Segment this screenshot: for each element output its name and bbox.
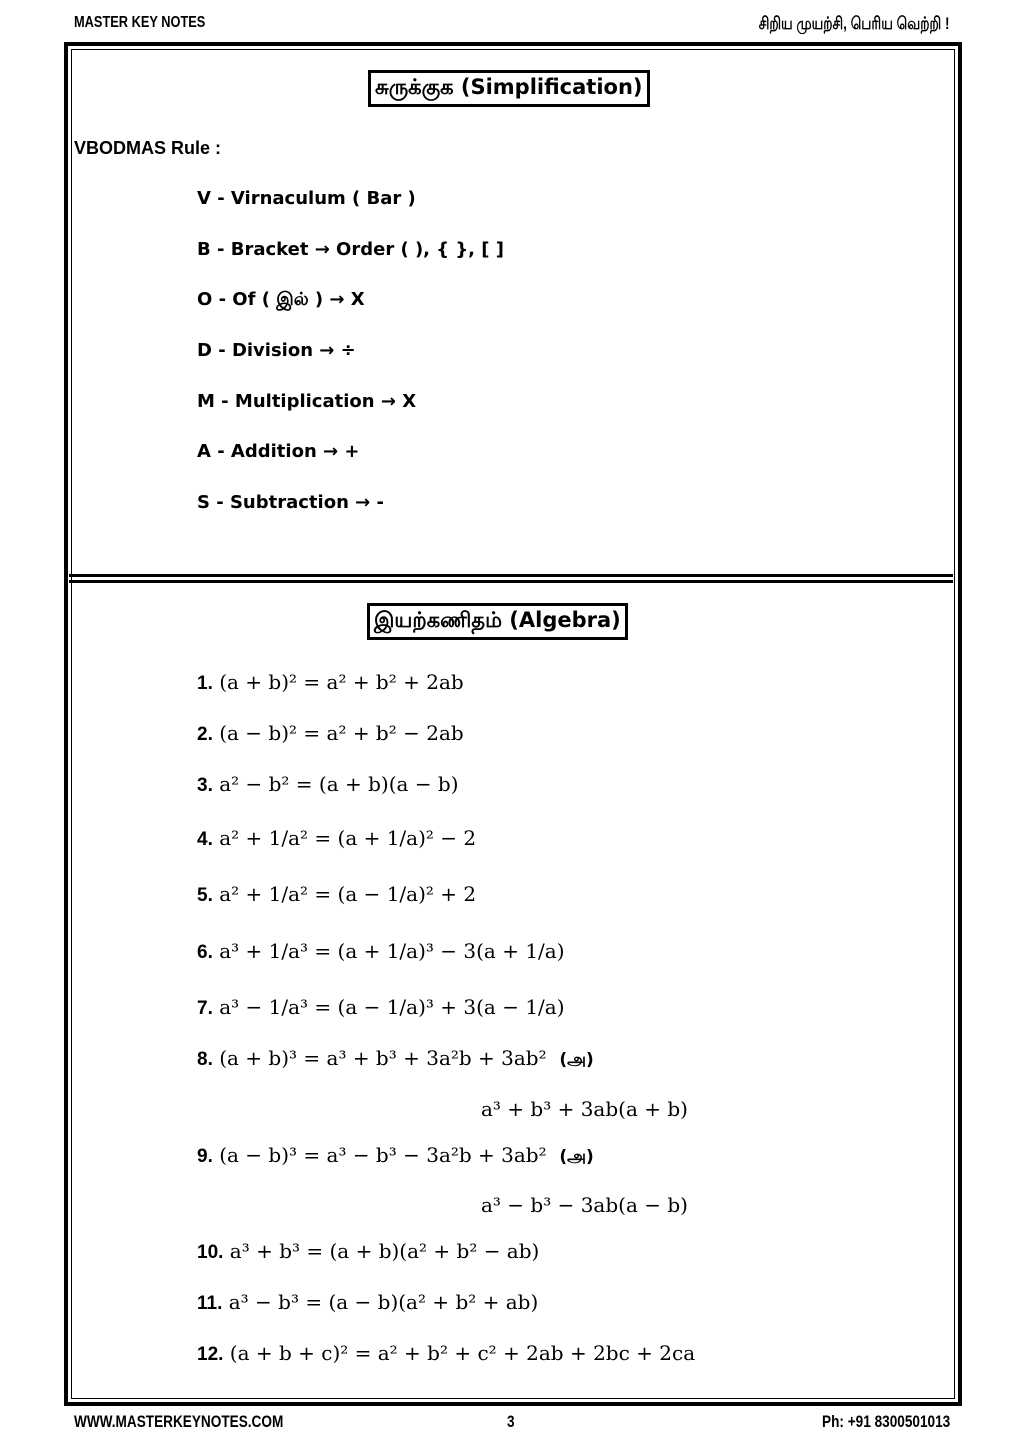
or-marker: (அ) [559,1147,594,1167]
formula-7: 7. a³ − 1/a³ = (a − 1/a)³ + 3(a − 1/a) [197,995,565,1019]
formula-12: 12. (a + b + c)² = a² + b² + c² + 2ab + 2bc + 2ca [197,1341,696,1365]
formula-10: 10. a³ + b³ = (a + b)(a² + b² − ab) [197,1239,540,1263]
header-motto: சிறிய முயற்சி, பெரிய வெற்றி ! [759,14,950,33]
vbodmas-label: VBODMAS Rule : [74,138,222,158]
formula-8: 8. (a + b)³ = a³ + b³ + 3a²b + 3ab² (அ) [197,1046,594,1070]
rule-a: A - Addition → + [197,441,360,462]
or-marker: (அ) [559,1050,594,1070]
formula-6: 6. a³ + 1/a³ = (a + 1/a)³ − 3(a + 1/a) [197,939,565,963]
formula-2: 2. (a − b)² = a² + b² − 2ab [197,721,464,745]
footer-phone: Ph: +91 8300501013 [821,1412,950,1431]
algebra-title: இயற்கணிதம் (Algebra) [367,603,628,640]
formula-5: 5. a² + 1/a² = (a − 1/a)² + 2 [197,882,477,906]
footer-website: WWW.MASTERKEYNOTES.COM [74,1412,284,1431]
simplification-title: சுருக்குக (Simplification) [368,70,650,107]
formula-4: 4. a² + 1/a² = (a + 1/a)² − 2 [197,826,477,850]
rule-s: S - Subtraction → - [197,492,384,513]
formula-9-continued: a³ − b³ − 3ab(a − b) [481,1193,688,1217]
formula-9: 9. (a − b)³ = a³ − b³ − 3a²b + 3ab² (அ) [197,1143,594,1167]
footer-page-number: 3 [506,1412,515,1431]
formula-3: 3. a² − b² = (a + b)(a − b) [197,772,459,796]
section-divider [69,580,953,583]
rule-d: D - Division → ÷ [197,340,356,361]
section-divider [69,574,953,577]
rule-m: M - Multiplication → X [197,391,417,412]
formula-1: 1. (a + b)² = a² + b² + 2ab [197,670,464,694]
rule-b: B - Bracket → Order ( ), { }, [ ] [197,239,505,260]
rule-o: O - Of ( இல் ) → X [197,289,365,310]
formula-11: 11. a³ − b³ = (a − b)(a² + b² + ab) [197,1290,539,1314]
header-site-name: MASTER KEY NOTES [74,14,206,31]
formula-8-continued: a³ + b³ + 3ab(a + b) [481,1097,688,1121]
rule-v: V - Virnaculum ( Bar ) [197,188,416,209]
